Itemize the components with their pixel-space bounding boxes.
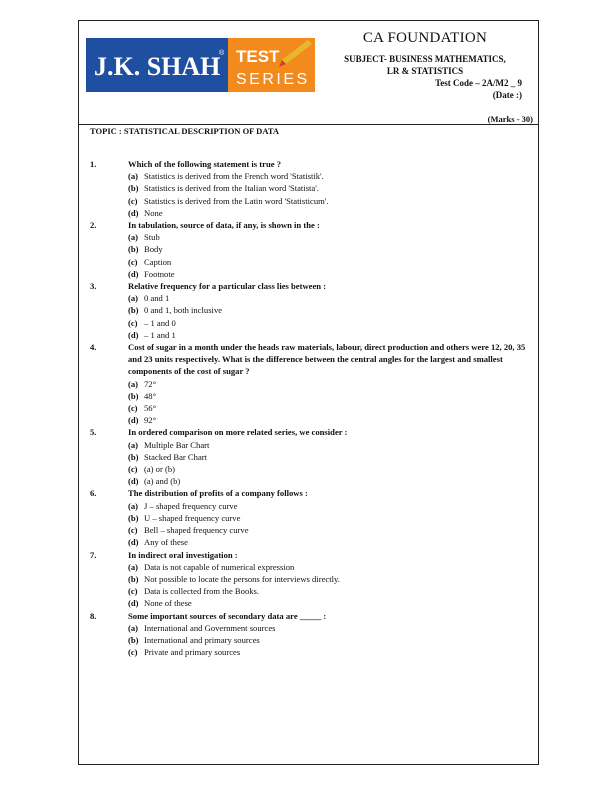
option-text: Data is not capable of numerical expression [144, 561, 295, 572]
option-label: (d) [128, 598, 139, 609]
answer-option [90, 390, 530, 402]
option-label: (a) [128, 378, 139, 389]
option-label: (b) [128, 183, 139, 194]
option-label: (a) [128, 171, 139, 182]
answer-option [90, 536, 530, 548]
option-text: Any of these [144, 537, 188, 548]
course-title: CA FOUNDATION [362, 30, 488, 46]
question [90, 610, 530, 622]
test-code: Test Code – 2A/M2 _ 9 [435, 78, 522, 88]
question-text: In tabulation, source of data, if any, is shown in the : [128, 220, 320, 231]
question [90, 341, 530, 378]
option-text: Footnote [144, 268, 175, 279]
question-text: Which of the following statement is true ? [128, 159, 282, 169]
option-label: (c) [128, 256, 138, 267]
option-label: (d) [128, 476, 139, 487]
question-number: 1. [90, 159, 97, 169]
option-label: (d) [128, 268, 139, 279]
question-number: 4. [90, 342, 97, 353]
answer-option [90, 231, 530, 243]
answer-option [90, 439, 530, 451]
option-label: (b) [128, 244, 139, 255]
option-text: Caption [144, 256, 172, 267]
option-label: (d) [128, 329, 139, 340]
option-text: Multiple Bar Chart [144, 439, 210, 450]
answer-option [90, 524, 530, 536]
option-label: (d) [128, 415, 139, 426]
question-text: The distribution of profits of a company follows : [128, 488, 308, 499]
question-text: Some important sources of secondary data are _____ : [128, 610, 327, 621]
question-text: Relative frequency for a particular class lies between : [128, 281, 327, 292]
question-number: 2. [90, 220, 97, 231]
answer-option [90, 268, 530, 280]
question-number: 3. [90, 281, 97, 292]
answer-option [90, 317, 530, 329]
option-label: (a) [128, 622, 139, 633]
option-label: (b) [128, 512, 139, 523]
option-text: Body [144, 244, 163, 255]
option-label: (b) [128, 451, 139, 462]
answer-option [90, 243, 530, 255]
question [90, 426, 530, 438]
answer-option [90, 622, 530, 634]
option-label: (d) [128, 207, 139, 218]
answer-option [90, 475, 530, 487]
option-label: (a) [128, 293, 139, 304]
option-text: Data is collected from the Books. [144, 586, 260, 597]
option-text: 92° [144, 415, 157, 426]
option-label: (c) [128, 403, 138, 414]
option-text: Statistics is derived from the Latin word 'Statisticum'. [144, 195, 329, 206]
answer-option [90, 195, 530, 207]
option-text: Stacked Bar Chart [144, 451, 208, 462]
option-text: Statistics is derived from the French word 'Statistik'. [144, 171, 324, 182]
header-info [318, 30, 532, 101]
answer-option [90, 378, 530, 390]
option-label: (b) [128, 390, 139, 401]
option-label: (c) [128, 464, 138, 475]
option-text: 72° [144, 378, 157, 389]
question-text: In ordered comparison on more related series, we consider : [128, 427, 348, 438]
logo-brand-name: J.K. SHAH [94, 52, 221, 81]
answer-option [90, 585, 530, 597]
option-text: – 1 and 0 [144, 317, 176, 328]
question [90, 549, 530, 561]
header-divider [78, 124, 539, 125]
option-label: (c) [128, 317, 138, 328]
answer-option [90, 512, 530, 524]
option-label: (a) [128, 561, 139, 572]
option-label: (c) [128, 586, 138, 597]
answer-option [90, 573, 530, 585]
test-date: (Date :) [492, 90, 522, 100]
topic-heading: TOPIC : STATISTICAL DESCRIPTION OF DATA [90, 126, 280, 136]
question [90, 158, 530, 170]
option-text: J – shaped frequency curve [144, 500, 238, 511]
option-label: (c) [128, 647, 138, 658]
option-text: None of these [144, 598, 192, 609]
option-text: 0 and 1 [144, 293, 170, 304]
option-text: None [144, 207, 163, 218]
option-text: (a) or (b) [144, 464, 176, 475]
option-text: International and Government sources [144, 622, 276, 633]
question [90, 280, 530, 292]
option-text: 48° [144, 390, 157, 401]
option-label: (c) [128, 525, 138, 536]
option-label: (b) [128, 573, 139, 584]
question-number: 7. [90, 549, 97, 560]
question-text: In indirect oral investigation : [128, 549, 238, 560]
question-text: Cost of sugar in a month under the heads raw materials, labour, direct production and others were 12, 20, 35 and 23 units respectively. What is the difference between the central angles for the largest and smallest components of the cost of sugar ? [128, 342, 526, 377]
question-number: 5. [90, 427, 97, 438]
answer-option [90, 500, 530, 512]
option-text: Private and primary sources [144, 647, 241, 658]
subject-line-continued: LR & STATISTICS [386, 66, 464, 76]
option-label: (b) [128, 305, 139, 316]
logo-registered-mark: ® [219, 50, 225, 57]
option-text: – 1 and 1 [144, 329, 176, 340]
answer-option [90, 634, 530, 646]
answer-option [90, 256, 530, 268]
option-text: 0 and 1, both inclusive [144, 305, 223, 316]
answer-option [90, 207, 530, 219]
option-text: Stub [144, 232, 160, 243]
question [90, 219, 530, 231]
answer-option [90, 182, 530, 194]
answer-option [90, 414, 530, 426]
question-number: 6. [90, 488, 97, 499]
option-label: (c) [128, 195, 138, 206]
option-text: International and primary sources [144, 634, 260, 645]
question [90, 487, 530, 499]
answer-option [90, 402, 530, 414]
option-label: (a) [128, 232, 139, 243]
logo-test-word: TEST [236, 47, 280, 66]
answer-option [90, 463, 530, 475]
answer-option [90, 646, 530, 658]
answer-option [90, 451, 530, 463]
question-list [90, 158, 530, 658]
jk-shah-test-series-logo [86, 38, 315, 92]
option-label: (a) [128, 439, 139, 450]
answer-option [90, 304, 530, 316]
option-text: Bell – shaped frequency curve [144, 525, 249, 536]
option-text: U – shaped frequency curve [144, 512, 241, 523]
answer-option [90, 329, 530, 341]
answer-option [90, 597, 530, 609]
option-text: 56° [144, 403, 157, 414]
option-text: (a) and (b) [144, 476, 181, 487]
answer-option [90, 561, 530, 573]
option-text: Not possible to locate the persons for interviews directly. [144, 573, 340, 584]
answer-option [90, 292, 530, 304]
answer-option [90, 170, 530, 182]
option-label: (a) [128, 500, 139, 511]
total-marks: (Marks - 30) [487, 114, 533, 124]
option-label: (d) [128, 537, 139, 548]
option-label: (b) [128, 634, 139, 645]
option-text: Statistics is derived from the Italian word 'Statista'. [144, 183, 319, 194]
logo-series-word: SERIES [236, 71, 310, 88]
subject-line: SUBJECT- BUSINESS MATHEMATICS, [344, 54, 506, 64]
question-number: 8. [90, 610, 97, 621]
